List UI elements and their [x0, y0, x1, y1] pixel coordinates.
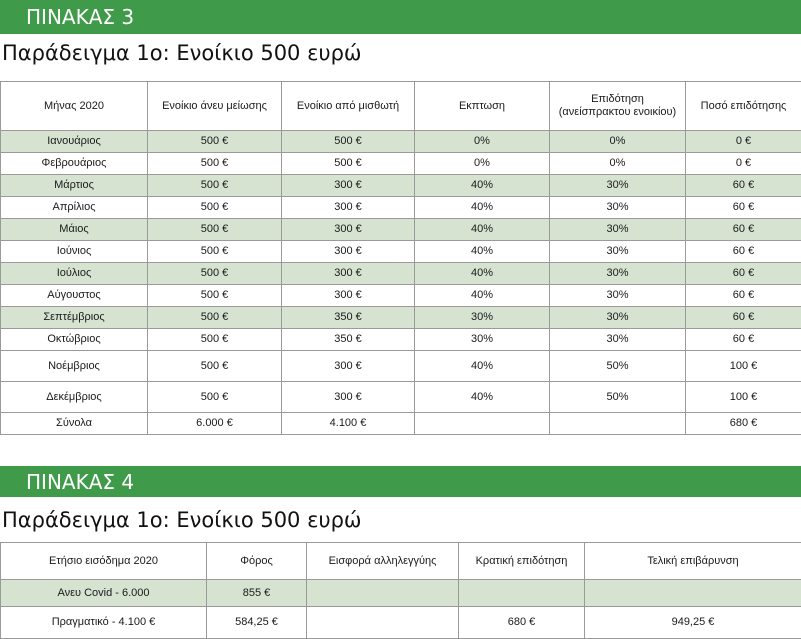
table4-header: Κρατική επιδότηση: [459, 543, 585, 580]
table3-cell: Αύγουστος: [1, 285, 148, 307]
table3-banner: [0, 0, 801, 34]
table3-cell: 500 €: [148, 263, 282, 285]
table3-cell: [550, 413, 686, 435]
table3-cell: 30%: [550, 197, 686, 219]
table3-row: [1, 285, 801, 307]
table3-cell: Μάρτιος: [1, 175, 148, 197]
table3-cell: 60 €: [686, 175, 801, 197]
table4-cell: Πραγματικό - 4.100 €: [1, 607, 207, 639]
table3-header-row: [1, 82, 801, 131]
table3-cell: 500 €: [148, 329, 282, 351]
table3-cell: Ιούλιος: [1, 263, 148, 285]
table3-cell: 4.100 €: [282, 413, 415, 435]
table3-cell: 500 €: [148, 285, 282, 307]
table4: [0, 542, 801, 639]
table3-cell: 500 €: [148, 241, 282, 263]
table3-header: Επιδότηση (ανείσπρακτου ενοικίου): [550, 82, 686, 131]
table3-cell: 350 €: [282, 329, 415, 351]
table3-row: [1, 241, 801, 263]
table3-cell: 30%: [550, 175, 686, 197]
table3-cell: Ιανουάριος: [1, 131, 148, 153]
table4-row: [1, 607, 801, 639]
table3-cell: 60 €: [686, 329, 801, 351]
table3-cell: 0%: [550, 153, 686, 175]
table3-banner-title: ΠΙΝΑΚΑΣ 3: [26, 7, 134, 27]
table3-header: Μήνας 2020: [1, 82, 148, 131]
table3-cell: 680 €: [686, 413, 801, 435]
table4-header: Εισφορά αλληλεγγύης: [307, 543, 459, 580]
table3-cell: 300 €: [282, 197, 415, 219]
table3-cell: 300 €: [282, 241, 415, 263]
table3-cell: 30%: [415, 329, 550, 351]
table3-row: [1, 131, 801, 153]
table3-cell: 0%: [415, 131, 550, 153]
table3-cell: 40%: [415, 197, 550, 219]
table4-row: [1, 580, 801, 607]
table3-cell: 40%: [415, 175, 550, 197]
table3-cell: 60 €: [686, 285, 801, 307]
table3-cell: 300 €: [282, 351, 415, 382]
table3-cell: 40%: [415, 382, 550, 413]
table3-row: [1, 197, 801, 219]
table3-totals-row: [1, 413, 801, 435]
table3-cell: 0 €: [686, 153, 801, 175]
table4-cell: 855 €: [207, 580, 307, 607]
table3-cell: 50%: [550, 351, 686, 382]
table3-cell: 500 €: [148, 307, 282, 329]
table3-cell: Απρίλιος: [1, 197, 148, 219]
table3-cell: 30%: [550, 329, 686, 351]
table3-cell: Νοέμβριος: [1, 351, 148, 382]
table3-cell: 0 €: [686, 131, 801, 153]
table3-cell: 30%: [550, 263, 686, 285]
table3-cell: 500 €: [148, 219, 282, 241]
table3-cell: Ιούνιος: [1, 241, 148, 263]
table3-row: [1, 219, 801, 241]
table3-cell: 100 €: [686, 351, 801, 382]
table3-cell: 300 €: [282, 175, 415, 197]
table3-cell: Φεβρουάριος: [1, 153, 148, 175]
table4-cell: [307, 580, 459, 607]
table3-cell: 500 €: [282, 131, 415, 153]
table3-cell: 50%: [550, 382, 686, 413]
table3-cell: 30%: [550, 285, 686, 307]
table4-cell: [307, 607, 459, 639]
table3-cell: Μάιος: [1, 219, 148, 241]
table3-cell: 30%: [550, 219, 686, 241]
table3-cell: 500 €: [148, 351, 282, 382]
table3-header: Ποσό επιδότησης: [686, 82, 801, 131]
table3-cell: Σεπτέμβριος: [1, 307, 148, 329]
table4-cell: [459, 580, 585, 607]
table4-header-row: [1, 543, 801, 580]
table3-cell: 60 €: [686, 197, 801, 219]
table3-cell: 40%: [415, 241, 550, 263]
table4-cell: 949,25 €: [585, 607, 801, 639]
table4-subtitle: Παράδειγμα 1ο: Ενοίκιο 500 ευρώ: [2, 508, 362, 532]
table3-cell: 60 €: [686, 263, 801, 285]
table3-cell: 40%: [415, 285, 550, 307]
table3-cell: 300 €: [282, 382, 415, 413]
table3-cell: Σύνολα: [1, 413, 148, 435]
table3-cell: 500 €: [148, 153, 282, 175]
table3-cell: 500 €: [282, 153, 415, 175]
table3-row: [1, 307, 801, 329]
table3-cell: 60 €: [686, 219, 801, 241]
table4-banner-title: ΠΙΝΑΚΑΣ 4: [26, 472, 134, 492]
table3-cell: 350 €: [282, 307, 415, 329]
table3-cell: 300 €: [282, 219, 415, 241]
table3-subtitle: Παράδειγμα 1ο: Ενοίκιο 500 ευρώ: [2, 41, 362, 65]
table3-row: [1, 153, 801, 175]
table4-header: Ετήσιο εισόδημα 2020: [1, 543, 207, 580]
table3-cell: Οκτώβριος: [1, 329, 148, 351]
table3-cell: 40%: [415, 263, 550, 285]
table3-cell: 30%: [415, 307, 550, 329]
table4-cell: 680 €: [459, 607, 585, 639]
table3-cell: 60 €: [686, 241, 801, 263]
table3-header: Ενοίκιο από μισθωτή: [282, 82, 415, 131]
table4-banner: [0, 466, 801, 497]
table3-cell: 60 €: [686, 307, 801, 329]
table3-row: [1, 175, 801, 197]
table3-cell: 100 €: [686, 382, 801, 413]
table3-header: Ενοίκιο άνευ μείωσης: [148, 82, 282, 131]
table3-row: [1, 382, 801, 413]
table3-row: [1, 263, 801, 285]
table3-cell: 30%: [550, 241, 686, 263]
table4-cell: 584,25 €: [207, 607, 307, 639]
table3-cell: 0%: [550, 131, 686, 153]
table4-header: Φόρος: [207, 543, 307, 580]
table4-header: Τελική επιβάρυνση: [585, 543, 801, 580]
table4-cell: Ανευ Covid - 6.000: [1, 580, 207, 607]
table3-cell: 0%: [415, 153, 550, 175]
table3-cell: 40%: [415, 219, 550, 241]
table3-cell: 30%: [550, 307, 686, 329]
table3-header: Εκπτωση: [415, 82, 550, 131]
table3-cell: 6.000 €: [148, 413, 282, 435]
table4-cell: [585, 580, 801, 607]
table3-cell: Δεκέμβριος: [1, 382, 148, 413]
table3-cell: 300 €: [282, 263, 415, 285]
table3-cell: [415, 413, 550, 435]
table3-cell: 300 €: [282, 285, 415, 307]
table3: [0, 81, 801, 435]
table3-cell: 500 €: [148, 175, 282, 197]
table3-cell: 500 €: [148, 382, 282, 413]
table3-cell: 500 €: [148, 197, 282, 219]
table3-row: [1, 329, 801, 351]
table3-row: [1, 351, 801, 382]
table3-cell: 40%: [415, 351, 550, 382]
table3-cell: 500 €: [148, 131, 282, 153]
